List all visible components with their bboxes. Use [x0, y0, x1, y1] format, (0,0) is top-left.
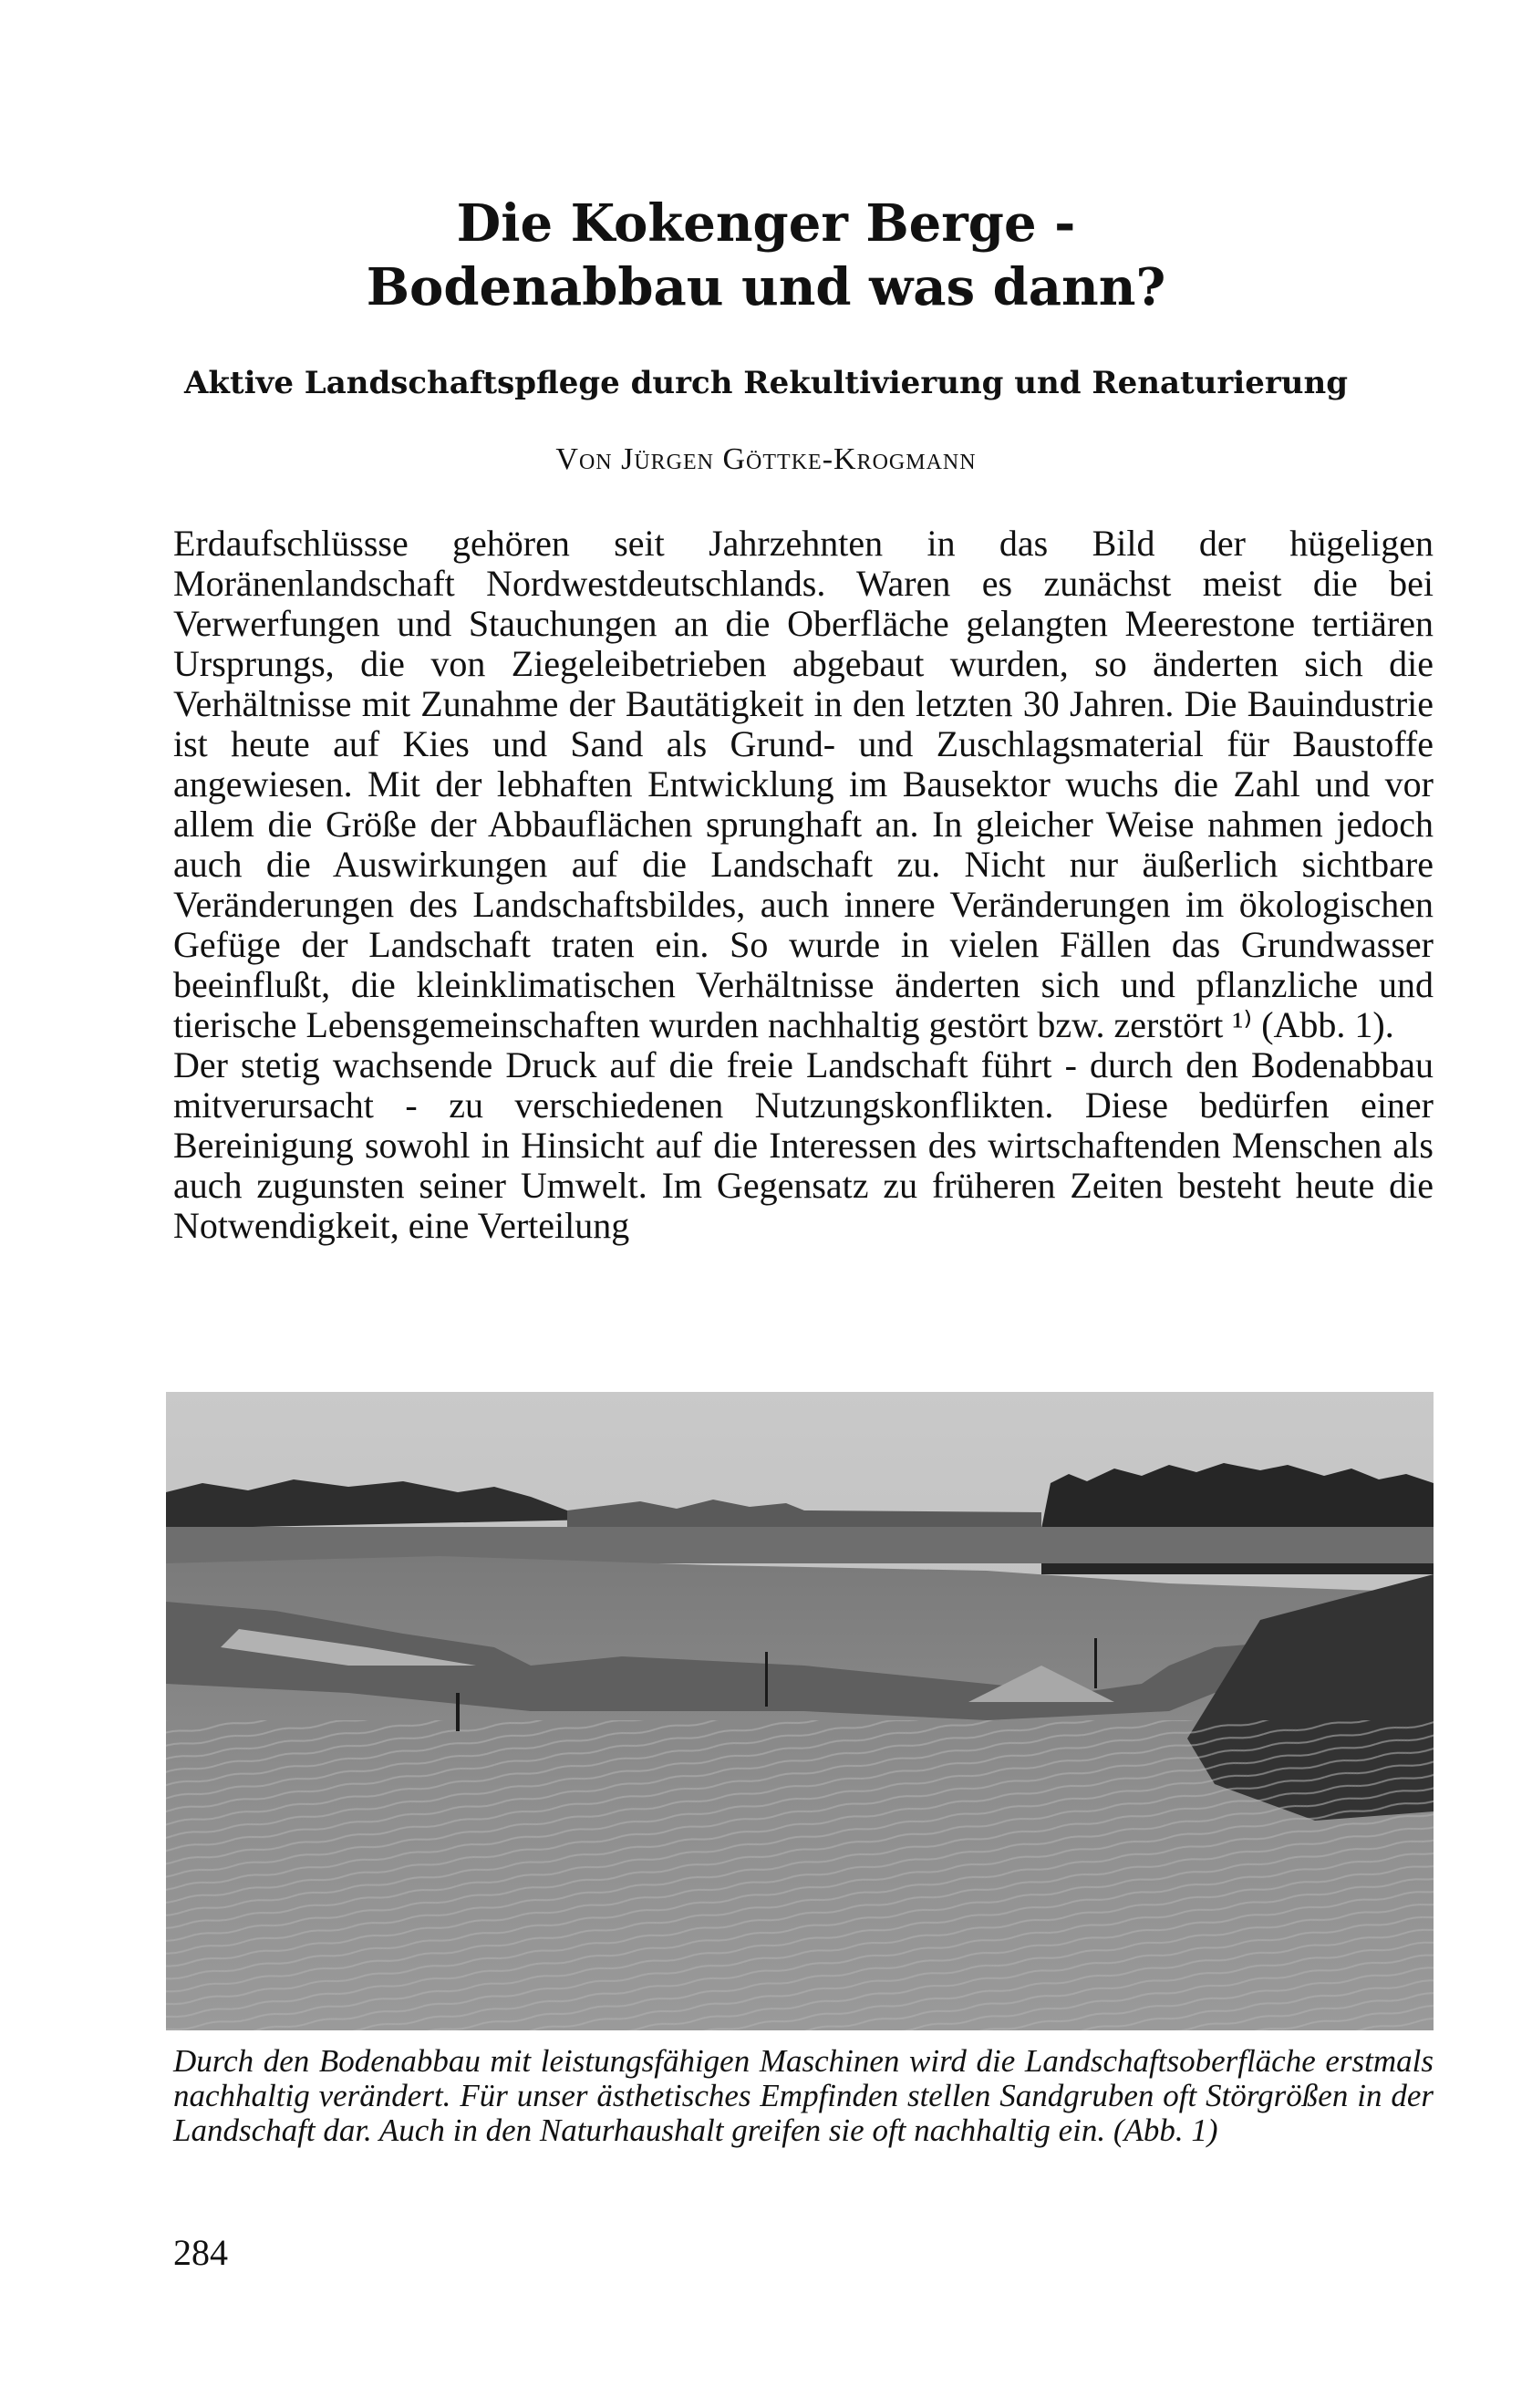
article-body [173, 524, 1434, 1246]
photo-caption: Durch den Bodenabbau mit leistungsfähigen Maschinen wird die Landschaftsoberfläche erstmals nachhaltig verändert. Für unser ästhetisches Empfinden stellen Sandgruben oft Störgrößen in der Landschaft dar. Auch in den Naturhaushalt greifen sie oft nachhaltig ein. (Abb. 1) [173, 2043, 1434, 2148]
survey-pole-middle [765, 1652, 768, 1707]
author-byline: Von Jürgen Göttke-Krogmann [555, 442, 977, 476]
paragraph-1: Erdaufschlüssse gehören seit Jahrzehnten in das Bild der hügeligen Moränenlandschaft Nordwestdeutschlands. Waren es zunächst meist die bei Verwerfungen und Stauchungen an die Oberfläche gelangten Meerestone tertiären Ursprungs, die von Ziegeleibetrieben abgebaut wurden, so änderten sich die Verhältnisse mit Zunahme der Bautätigkeit in den letzten 30 Jahren. Die Bauindustrie ist heute auf Kies und Sand als Grund- und Zuschlagsmaterial für Baustoffe angewiesen. Mit der lebhaften Entwicklung im Bausektor wuchs die Zahl und vor allem die Größe der Abbauflächen sprunghaft an. In gleicher Weise nahmen jedoch auch die Auswirkungen auf die Landschaft zu. Nicht nur äußerlich sichtbare Veränderungen des Landschaftsbildes, auch innere Veränderungen im ökologischen Gefüge der Landschaft traten ein. So wurde in vielen Fällen das Grundwasser beeinflußt, die kleinklimatischen Verhältnisse änderten sich und pflanzliche und tierische Lebensgemeinschaften wurden nachhaltig gestört bzw. zerstört ¹⁾ (Abb. 1). [173, 523, 1434, 1045]
sand-pit-photograph [166, 1392, 1434, 2030]
survey-pole-right [1094, 1638, 1097, 1688]
paragraph-2: Der stetig wachsende Druck auf die freie Landschaft führt - durch den Bodenabbau mitverursacht - zu verschiedenen Nutzungskonflikten. Diese bedürfen einer Bereinigung sowohl in Hinsicht auf die Interessen des wirtschaftenden Menschen als auch zugunsten seiner Umwelt. Im Gegensatz zu früheren Zeiten besteht heute die Notwendigkeit, eine Verteilung [173, 1044, 1434, 1246]
article-title-line-2: Bodenabbau und was dann? [366, 257, 1166, 317]
tire-tracks [166, 1720, 1434, 2030]
page-number: 284 [173, 2232, 228, 2273]
photo-illustration [166, 1392, 1434, 2030]
article-title [0, 192, 1532, 319]
article-subtitle: Aktive Landschaftspflege durch Rekultivierung und Renaturierung [184, 365, 1348, 401]
article-title-line-1: Die Kokenger Berge - [456, 193, 1076, 254]
fields [166, 1527, 1434, 1563]
survey-pole-left [456, 1693, 460, 1731]
